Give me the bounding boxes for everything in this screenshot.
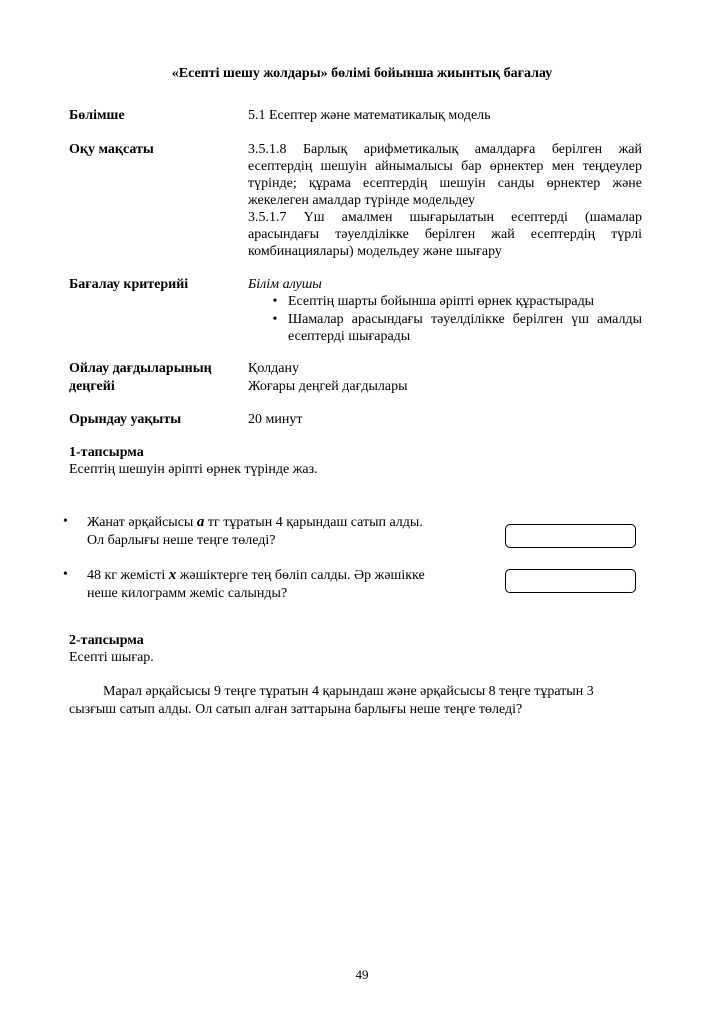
question-text: 48 кг жемісті (87, 568, 169, 583)
task1-instruction: Есептің шешуін әріпті өрнек түрінде жаз. (69, 462, 318, 477)
objective-item (248, 209, 642, 260)
question-text: Ол барлығы неше теңге төледі? (87, 533, 276, 548)
page-number: 49 (355, 967, 369, 982)
task1-question-1 (87, 513, 467, 550)
variable: а (196, 514, 205, 530)
time-label: Орындау уақыты (69, 412, 182, 427)
objective-code: 3.5.1.7 (248, 210, 287, 225)
section-value: 5.1 Есептер және математикалық модель (248, 108, 491, 123)
page-title: «Есепті шешу жолдары» бөлімі бойынша жиынтық бағалау (171, 66, 553, 81)
objective-text: Үш амалмен шығарылатын есептерді (шамалар арасындағы тәуелділікке берілген жай есептердің түрлі комбинациялары) модельдеу және шығару (248, 210, 643, 259)
criteria-item (262, 311, 642, 345)
bullet-icon: • (63, 567, 68, 582)
question-text: тг тұратын 4 қарындаш сатып алды. (204, 515, 423, 530)
bullet-icon: • (272, 294, 278, 309)
objective-text: Барлық арифметикалық амалдарға берілген жай есептердің шешуін айнымалысы бар өрнектер мен теңдеулер түрінде; құрама есептердің шешуін санды өрнектер және жекелеген амалдар түрінде модельдеу (248, 142, 643, 208)
objective-item (248, 141, 642, 209)
task2-instruction: Есепті шығар. (69, 650, 154, 665)
bullet-icon: • (272, 312, 278, 327)
criteria-intro: Білім алушы (248, 277, 322, 292)
question-text: неше килограмм жеміс салынды? (87, 586, 288, 601)
thinking-value-2: Жоғары деңгей дағдылары (248, 379, 408, 394)
criteria-label: Бағалау критерийі (69, 277, 189, 292)
section-label: Бөлімше (69, 108, 125, 123)
thinking-value-1: Қолдану (248, 361, 299, 376)
objectives-list (248, 141, 642, 260)
time-value: 20 минут (248, 412, 303, 427)
objectives-label: Оқу мақсаты (69, 142, 154, 157)
answer-box[interactable] (505, 569, 636, 593)
answer-box[interactable] (505, 524, 636, 548)
criteria-text: Шамалар арасындағы тәуелділікке берілген үш амалды есептерді шығарады (288, 312, 642, 344)
task1-question-2 (87, 566, 467, 603)
task2-heading: 2-тапсырма (69, 633, 144, 648)
criteria-list (262, 293, 642, 346)
variable: х (168, 567, 177, 583)
task1-heading: 1-тапсырма (69, 445, 144, 460)
thinking-label: Ойлау дағдыларының деңгейі (69, 361, 212, 394)
objective-code: 3.5.1.8 (248, 142, 287, 157)
question-text: жәшіктерге тең бөліп салды. Әр жәшікке (176, 568, 425, 583)
question-text: Жанат әрқайсысы (87, 515, 197, 530)
criteria-item (262, 293, 642, 310)
task2-problem: Марал әрқайсысы 9 теңге тұратын 4 қарындаш және әрқайсысы 8 теңге тұратын 3 сызғыш сатып алды. Ол сатып алған заттарына барлығы неше теңге төледі? (69, 684, 594, 717)
bullet-icon: • (63, 514, 68, 529)
criteria-text: Есептің шарты бойынша әріпті өрнек құрастырады (288, 294, 595, 309)
